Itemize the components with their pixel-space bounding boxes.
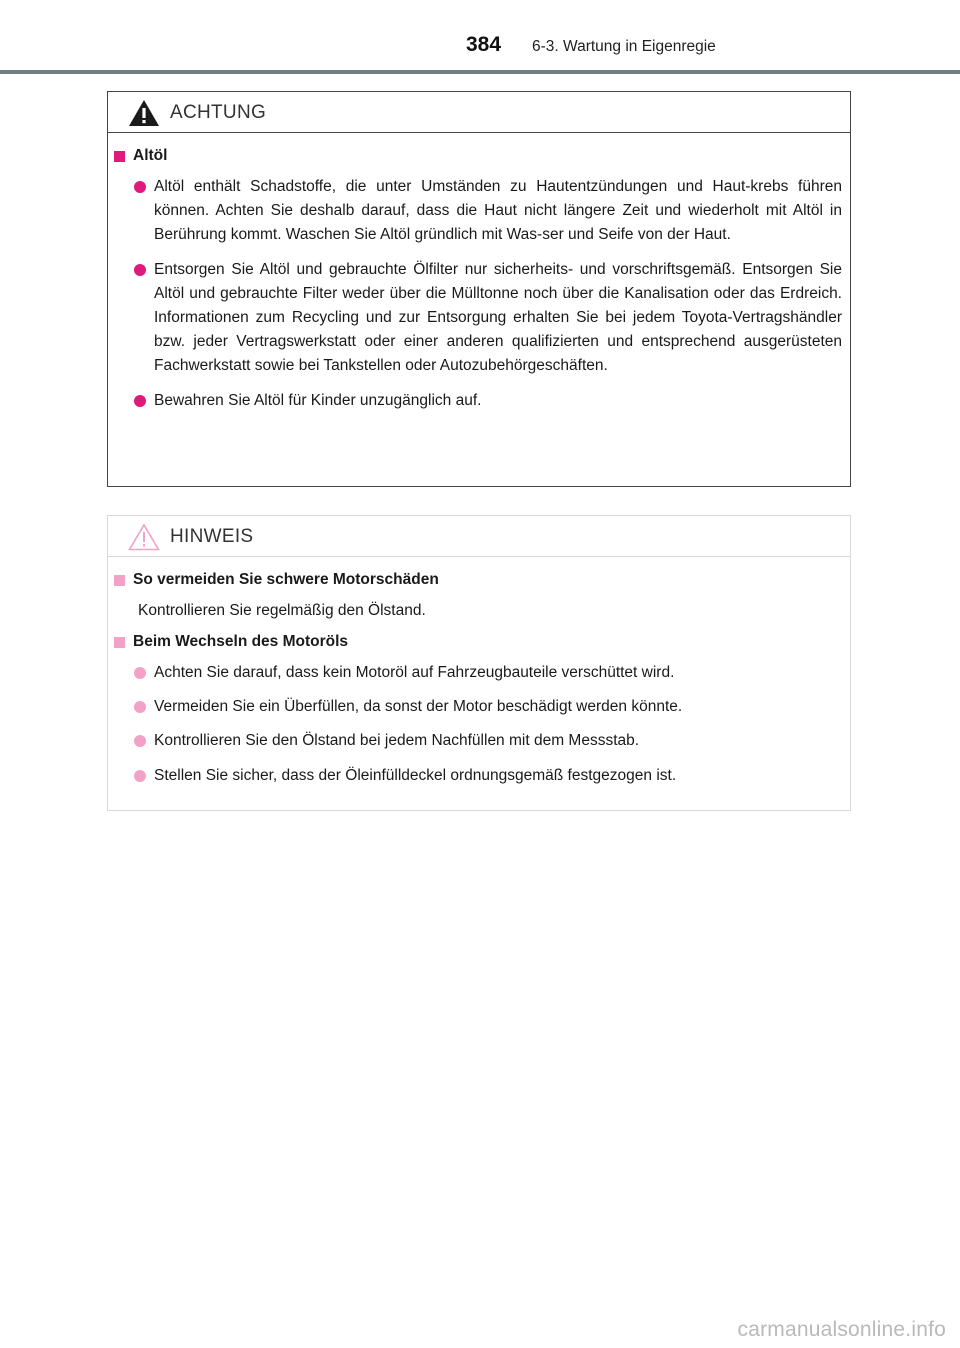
hinweis-bullet	[114, 764, 842, 788]
square-bullet-icon	[114, 575, 125, 586]
hinweis-bullet-text: Vermeiden Sie ein Überfüllen, da sonst der Motor beschädigt werden könnte.	[154, 698, 683, 716]
hinweis-section-title-text: Beim Wechseln des Motoröls	[133, 633, 349, 650]
achtung-bullet-text: Altöl enthält Schadstoffe, die unter Umständen zu Hautentzündungen und Haut-krebs führen können. Achten Sie deshalb darauf, dass die Haut nicht längere Zeit und wiederholt mit Altöl in Berührung kommt. Waschen Sie Altöl gründlich mit Was-ser und Seife von der Haut.	[154, 178, 842, 244]
warning-triangle-icon	[128, 99, 160, 127]
page-number: 384	[466, 33, 502, 56]
achtung-bullet-text: Entsorgen Sie Altöl und gebrauchte Ölfilter nur sicherheits- und vorschriftsgemäß. Entsorgen Sie Altöl und gebrauchte Filter weder über die Mülltonne noch über die Kanalisation oder das Erdreich. Informationen zum Recycling und zur Entsorgung erhalten Sie bei jedem Toyota-Vertragshändler bzw. jeder Vertragswerkstatt oder einer anderen qualifizierten und entsprechend ausgerüsteten Fachwerkstatt sowie bei Tankstellen oder Autozubehörgeschäften.	[154, 260, 842, 375]
round-bullet-icon	[134, 701, 146, 713]
achtung-box	[107, 91, 851, 487]
hinweis-bullet	[114, 661, 842, 685]
achtung-label: ACHTUNG	[170, 102, 267, 123]
hinweis-section-title	[114, 571, 842, 589]
achtung-bullet	[114, 175, 842, 248]
hinweis-header	[108, 516, 850, 557]
section-title: 6-3. Wartung in Eigenregie	[532, 38, 716, 55]
notice-triangle-icon	[128, 523, 160, 551]
hinweis-bullet	[114, 695, 842, 719]
round-bullet-icon	[134, 667, 146, 679]
hinweis-section-text: Kontrollieren Sie regelmäßig den Ölstand.	[138, 602, 426, 619]
hinweis-bullet-text: Kontrollieren Sie den Ölstand bei jedem Nachfüllen mit dem Messstab.	[154, 732, 640, 750]
hinweis-bullet-text: Achten Sie darauf, dass kein Motoröl auf Fahrzeugbauteile verschüttet wird.	[154, 664, 675, 681]
watermark: carmanualsonline.info	[737, 1318, 946, 1341]
header-rule	[0, 70, 960, 74]
achtung-bullet-text: Bewahren Sie Altöl für Kinder unzugänglich auf.	[154, 391, 482, 409]
achtung-bullet	[114, 258, 842, 379]
achtung-header	[108, 92, 850, 133]
round-bullet-icon	[134, 770, 146, 782]
hinweis-box	[107, 515, 851, 811]
achtung-section-title	[114, 147, 842, 165]
hinweis-section-title	[114, 633, 842, 651]
round-bullet-icon	[134, 264, 146, 276]
achtung-body	[108, 133, 850, 413]
round-bullet-icon	[134, 735, 146, 747]
round-bullet-icon	[134, 395, 146, 407]
hinweis-bullet-text: Stellen Sie sicher, dass der Öleinfülldeckel ordnungsgemäß festgezogen ist.	[154, 766, 677, 784]
hinweis-label: HINWEIS	[170, 526, 254, 547]
hinweis-section-title-text: So vermeiden Sie schwere Motorschäden	[133, 571, 439, 588]
square-bullet-icon	[114, 151, 125, 162]
hinweis-bullet	[114, 729, 842, 753]
square-bullet-icon	[114, 637, 125, 648]
round-bullet-icon	[134, 181, 146, 193]
achtung-bullet	[114, 389, 842, 413]
hinweis-body	[108, 557, 850, 788]
achtung-section-title-text: Altöl	[133, 147, 168, 164]
page-header	[0, 0, 960, 76]
